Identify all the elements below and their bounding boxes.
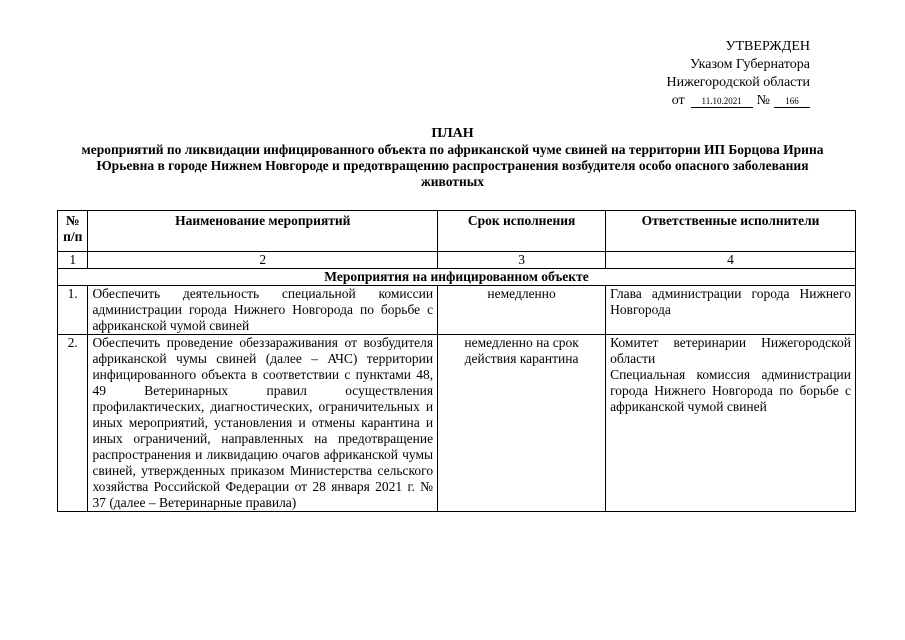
section-row xyxy=(58,269,856,286)
column-number: 2 xyxy=(88,252,438,269)
row-deadline: немедленно на срок действия карантина xyxy=(438,335,606,512)
table-row xyxy=(58,335,856,512)
section-title: Мероприятия на инфицированном объекте xyxy=(58,269,856,286)
row-number: 1. xyxy=(58,286,88,335)
approval-date-row xyxy=(560,92,810,110)
header-deadline: Срок исполнения xyxy=(438,211,606,252)
row-activity: Обеспечить проведение обеззараживания от возбудителя африканской чумы свиней (далее – АЧС) территории инфицированного объекта в соответствии с пунктами 48, 49 Ветеринарных правил осуществления профилактических, диагностических, ограничительных и иных мероприятий, установления и отмены карантина и иных ограничений, направленных на предотвращение распространения и ликвидацию очагов африканской чумы свиней, утвержденных приказом Министерства сельского хозяйства Российской Федерации от 28 января 2021 г. № 37 (далее – Ветеринарные правила) xyxy=(88,335,438,512)
document-title xyxy=(30,126,875,190)
row-deadline: немедленно xyxy=(438,286,606,335)
column-number: 4 xyxy=(606,252,856,269)
approval-stamp xyxy=(560,38,810,110)
header-responsible: Ответственные исполнители xyxy=(606,211,856,252)
responsible-entry: Глава администрации города Нижнего Новгорода xyxy=(610,286,851,317)
column-numbers-row xyxy=(58,252,856,269)
number-sign: № xyxy=(756,93,770,108)
date-prefix: от xyxy=(671,93,685,108)
table-row xyxy=(58,286,856,335)
approval-date: 11.10.2021 xyxy=(691,95,753,108)
row-activity: Обеспечить деятельность специальной комиссии администрации города Нижнего Новгорода по борьбе с африканской чумой свиней xyxy=(88,286,438,335)
approval-region: Нижегородской области xyxy=(666,75,810,90)
plan-subtitle: мероприятий по ликвидации инфицированного объекта по африканской чуме свиней на территории ИП Борцова Ирина Юрьевна в городе Нижнем Новгороде и предотвращению распространения возбудителя особо опасного заболевания животных xyxy=(81,142,824,189)
plan-heading: ПЛАН xyxy=(431,126,474,141)
row-responsible xyxy=(606,286,856,335)
header-number: № п/п xyxy=(58,211,88,252)
column-number: 1 xyxy=(58,252,88,269)
row-number: 2. xyxy=(58,335,88,512)
responsible-entry: Комитет ветеринарии Нижегородской области xyxy=(610,335,851,366)
approval-number: 166 xyxy=(774,95,810,108)
responsible-entry: Специальная комиссия администрации города Нижнего Новгорода по борьбе с африканской чумой свиней xyxy=(610,367,851,414)
approval-status: УТВЕРЖДЕН xyxy=(725,39,810,54)
row-responsible xyxy=(606,335,856,512)
column-number: 3 xyxy=(438,252,606,269)
header-activity: Наименование мероприятий xyxy=(88,211,438,252)
plan-table xyxy=(57,210,856,512)
approval-decree: Указом Губернатора xyxy=(689,57,810,72)
table-header-row xyxy=(58,211,856,252)
